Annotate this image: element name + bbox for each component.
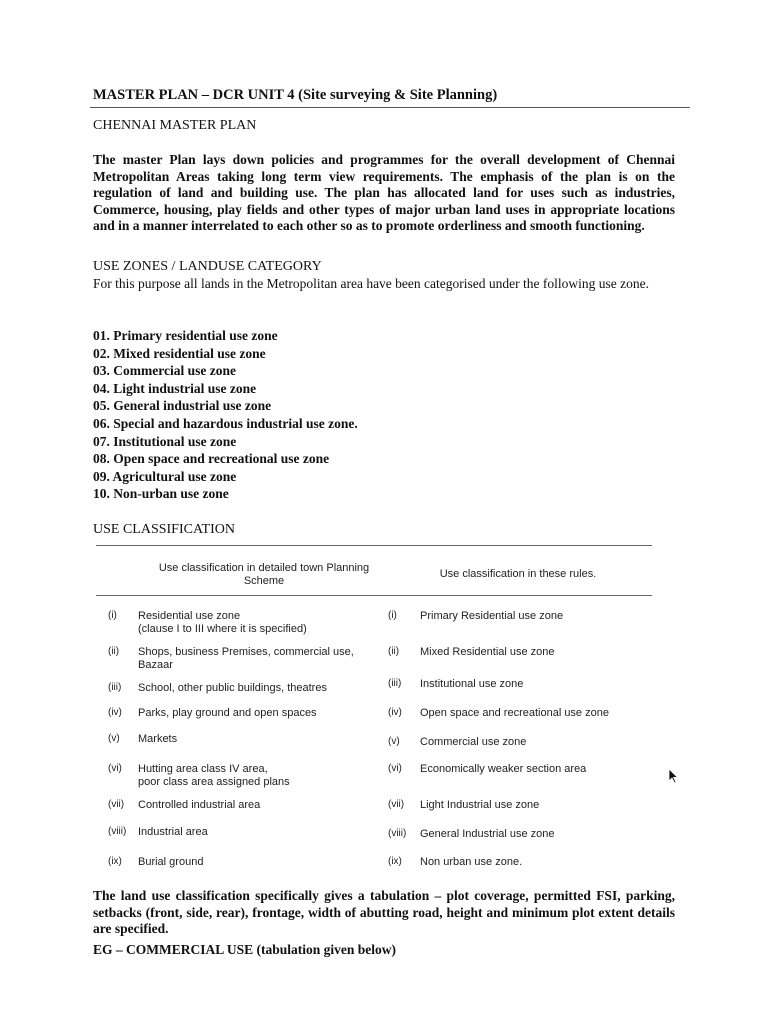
row-text-left: Industrial area (138, 826, 208, 838)
table-top-rule (96, 545, 652, 546)
row-number-right: (iv) (388, 707, 402, 718)
row-number-right: (vi) (388, 763, 402, 774)
row-text-left: School, other public buildings, theatres (138, 682, 327, 694)
row-number-right: (viii) (388, 828, 407, 839)
list-item: 03. Commercial use zone (93, 363, 236, 379)
table-header-left: Use classification in detailed town Planning Scheme (158, 562, 370, 587)
list-item: 06. Special and hazardous industrial use zone. (93, 415, 358, 431)
row-number-right: (v) (388, 736, 400, 747)
list-item: 10. Non-urban use zone (93, 486, 229, 502)
row-text-left: Hutting area class IV area, poor class area assigned plans (138, 763, 290, 788)
row-text-left: Residential use zone (clause I to III where it is specified) (138, 610, 307, 635)
use-classification-heading: USE CLASSIFICATION (93, 522, 235, 537)
document-header-title: MASTER PLAN – DCR UNIT 4 (Site surveying & Site Planning) (93, 87, 498, 103)
row-text-right: Light Industrial use zone (420, 799, 540, 811)
row-text-right: Commercial use zone (420, 736, 527, 748)
row-text-right: Non urban use zone. (420, 856, 523, 868)
row-number-right: (vii) (388, 799, 405, 810)
row-text-left: Shops, business Premises, commercial use, Bazaar (138, 646, 354, 671)
use-classification-table (96, 545, 652, 875)
row-text-left: Markets (138, 733, 178, 745)
row-text-right: General Industrial use zone (420, 828, 555, 840)
row-number-left: (v) (108, 733, 120, 744)
row-number-right: (i) (388, 610, 397, 621)
row-number-left: (vii) (108, 799, 125, 810)
row-number-left: (viii) (108, 826, 127, 837)
list-item: 02. Mixed residential use zone (93, 345, 266, 361)
row-text-right: Mixed Residential use zone (420, 646, 555, 658)
use-zones-heading: USE ZONES / LANDUSE CATEGORY (93, 259, 322, 274)
row-text-left: Controlled industrial area (138, 799, 261, 811)
list-item: 01. Primary residential use zone (93, 328, 278, 343)
row-number-left: (ix) (108, 856, 122, 867)
row-number-right: (ix) (388, 856, 402, 867)
row-number-left: (iii) (108, 682, 122, 693)
table-header-right: Use classification in these rules. (439, 568, 597, 580)
list-item: 09. Agricultural use zone (93, 468, 237, 484)
row-text-left: Parks, play ground and open spaces (138, 707, 317, 719)
list-item: 04. Light industrial use zone (93, 380, 257, 396)
header-divider (90, 107, 690, 108)
row-number-right: (iii) (388, 678, 402, 689)
row-number-left: (ii) (108, 646, 120, 657)
row-text-left: Burial ground (138, 856, 204, 868)
row-number-right: (ii) (388, 646, 400, 657)
use-zones-intro: For this purpose all lands in the Metropolitan area have been categorised under the following use zone. (93, 276, 649, 291)
list-item: 07. Institutional use zone (93, 433, 237, 449)
use-zones-list (93, 327, 358, 503)
row-number-left: (iv) (108, 707, 122, 718)
commercial-use-example: EG – COMMERCIAL USE (tabulation given below) (93, 942, 397, 957)
mouse-pointer-icon (668, 768, 678, 784)
row-text-right: Institutional use zone (420, 678, 524, 690)
row-text-right: Primary Residential use zone (420, 610, 564, 622)
row-number-left: (i) (108, 610, 117, 621)
list-item: 08. Open space and recreational use zone (93, 451, 330, 467)
chennai-master-plan-paragraph: The master Plan lays down policies and programmes for the overall development of Chennai Metropolitan Areas taking long term view requirements. The emphasis of the plan is on the regulation of land and building use. The plan has allocated land for uses such as industries, Commerce, housing, play fields and other types of major urban land uses in appropriate locations and in a manner interrelated to each other so as to promote orderliness and smooth functioning. (93, 152, 675, 233)
row-text-right: Open space and recreational use zone (420, 707, 609, 719)
list-item: 05. General industrial use zone (93, 398, 272, 414)
table-header-rule (96, 595, 652, 596)
row-number-left: (vi) (108, 763, 122, 774)
chennai-master-plan-heading: CHENNAI MASTER PLAN (93, 118, 257, 133)
land-use-classification-paragraph: The land use classification specifically gives a tabulation – plot coverage, permitted FSI, parking, setbacks (front, side, rear), frontage, width of abutting road, height and minimum plot extent details are specified. (93, 888, 675, 936)
row-text-right: Economically weaker section area (420, 763, 587, 775)
